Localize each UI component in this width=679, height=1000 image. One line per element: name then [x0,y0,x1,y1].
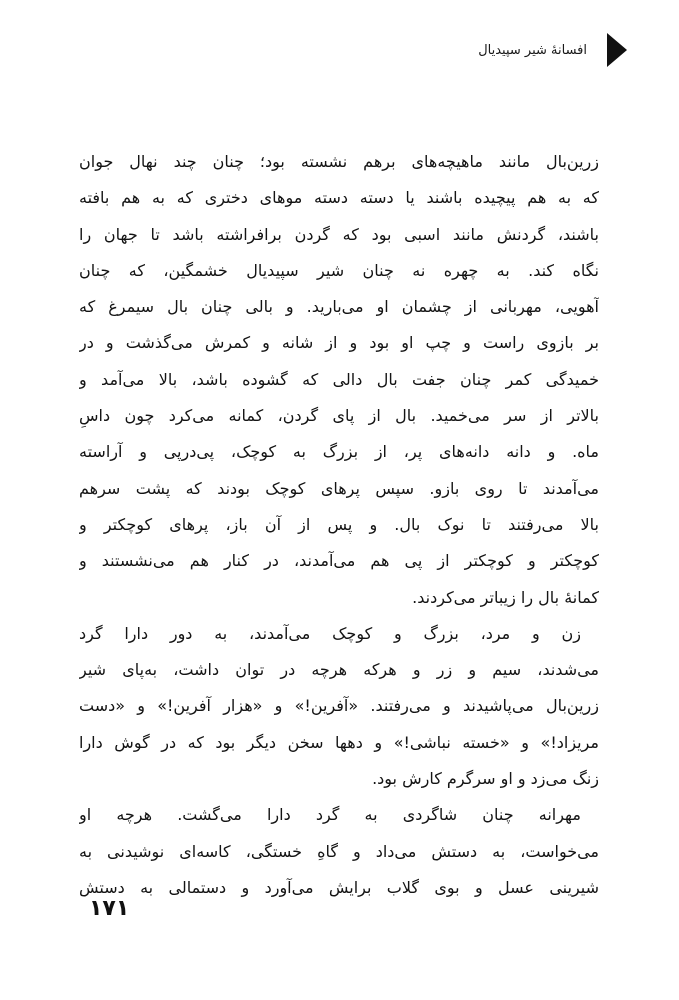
page-number: ۱۷۱ [89,896,130,921]
paragraph-2 [79,616,599,797]
running-header-title: افسانهٔ شیر سپیدیال [478,42,587,58]
text-line: شیرینی عسل و بوی گلاب برایش می‌آورد و دستمالی به دستش [79,877,599,897]
text-line: باشند، گردنش مانند اسبی بود که گردن برافراشته باشد تا جهان را [79,224,599,244]
text-line: زرین‌بال مانند ماهیچه‌های برهم نشسته بود؛ چنان چند نهال جوان [79,152,599,171]
triangle-marker-icon [607,33,627,67]
text-line: آهویی، مهربانی از چشمان او می‌بارید. و بالی چنان بال سیمرغ که [79,297,599,317]
text-line: مریزاد!» و «خسته نباشی!» و دهها سخن دیگر بود که در گوش دارا [79,732,599,752]
text-line: می‌خواست، به دستش می‌داد و گاهِ خستگی، کاسه‌ای نوشیدنی به [79,841,599,861]
text-line: زرین‌بال می‌پاشیدند و می‌رفتند. «آفرین!» و «هزار آفرین!» و «دست [79,696,599,716]
text-line: که به هم پیچیده باشند یا دسته دسته موهای دختری که به هم بافته [79,188,599,208]
text-line: مهرانه چنان شاگردی به گرد دارا می‌گشت. هرچه او [79,805,581,825]
text-line: می‌شدند، سیم و زر و هرکه هرچه در توان داشت، به‌پای شیر [79,660,599,680]
text-line: خمیدگی کمر چنان جفت بال دالی که گشوده باشد، بالا می‌آمد و [79,369,599,389]
text-line: کمانهٔ بال را زیباتر می‌کردند. [412,587,599,607]
text-line: زن و مرد، بزرگ و کوچک می‌آمدند، به دور دارا گرد [79,623,581,643]
running-header [478,30,627,70]
text-line: بر بازوی راست و چپ او بود و از شانه و کمرش می‌گذشت و در [79,333,599,353]
text-line: زنگ می‌زد و او سرگرم کارش بود. [372,769,599,789]
body-text [79,144,599,906]
text-line: بالا می‌رفتند تا نوک بال. و پس از آن باز، پرهای کوچکتر و [79,514,599,534]
paragraph-3 [79,797,599,906]
text-line: بالاتر از سر می‌خمید. بال از پای گردن، کمانه می‌کرد چون داسِ [79,406,599,426]
text-line: نگاه کند. به چهره نه چنان شیر سپیدیال خشمگین، که چنان [79,260,599,280]
text-line: کوچکتر و کوچکتر از پی هم می‌آمدند، در کنار هم می‌نشستند و [79,551,599,571]
text-line: می‌آمدند تا روی بازو. سپس پرهای کوچک بودند که پشت سرهم [79,478,599,498]
paragraph-1 [79,144,599,616]
text-line: ماه. و دانه دانه‌های پر، از بزرگ به کوچک، پی‌درپی و آراسته [79,442,599,462]
